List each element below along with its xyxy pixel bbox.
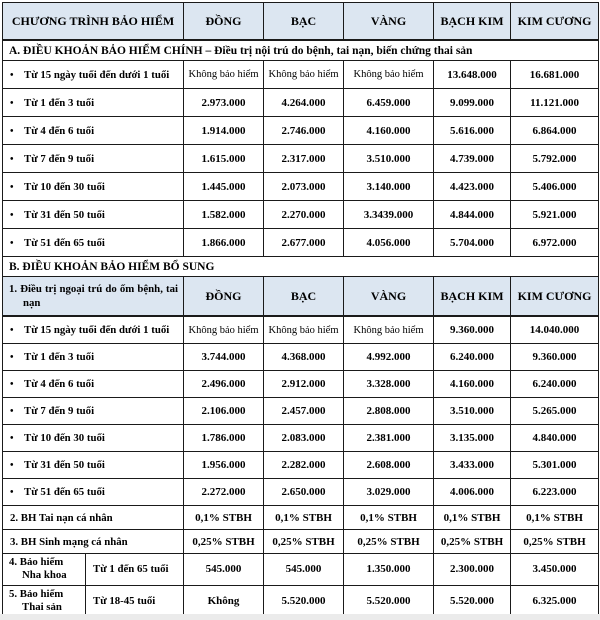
premium-cell-bachkim: 4.006.000 <box>434 479 511 506</box>
age-premium-row <box>3 61 599 89</box>
premium-cell-bac: Không bảo hiểm <box>264 61 344 89</box>
benefit-premium-row <box>3 506 599 530</box>
bullet-icon: • <box>10 460 14 471</box>
premium-cell-bachkim: 4.844.000 <box>434 201 511 229</box>
premium-cell-bachkim: 0,1% STBH <box>434 506 511 530</box>
age-range-label: Từ 4 đến 6 tuổi <box>24 124 95 137</box>
section-title: A. ĐIỀU KHOẢN BẢO HIỂM CHÍNH – Điều trị nội trú do bệnh, tai nạn, biến chứng thai sản <box>3 40 599 61</box>
column-header-plan-kimcuong: KIM CƯƠNG <box>511 3 599 41</box>
premium-cell-dong: 2.272.000 <box>184 479 264 506</box>
premium-cell-kimcuong: 0,25% STBH <box>511 530 599 554</box>
age-range-label: Từ 31 đến 50 tuổi <box>24 208 105 221</box>
premium-cell-bac: 5.520.000 <box>264 585 344 617</box>
premium-cell-kimcuong: 5.406.000 <box>511 173 599 201</box>
premium-cell-bachkim: 6.240.000 <box>434 344 511 371</box>
age-range-label: Từ 1 đến 3 tuổi <box>24 351 95 363</box>
premium-cell-kimcuong: 6.864.000 <box>511 117 599 145</box>
premium-cell-bac: 2.282.000 <box>264 452 344 479</box>
premium-cell-vang: 2.381.000 <box>344 425 434 452</box>
age-range-label: Từ 7 đến 9 tuổi <box>24 405 95 417</box>
age-premium-row <box>3 479 599 506</box>
premium-cell-kimcuong: 11.121.000 <box>511 89 599 117</box>
age-premium-row <box>3 117 599 145</box>
subheader-plan-vang: VÀNG <box>344 277 434 317</box>
premium-cell-dong: 1.956.000 <box>184 452 264 479</box>
benefit-premium-split-row <box>3 585 599 617</box>
premium-cell-dong: 2.106.000 <box>184 398 264 425</box>
premium-cell-vang: 6.459.000 <box>344 89 434 117</box>
bullet-icon: • <box>10 487 14 498</box>
age-range-label: Từ 15 ngày tuổi đến dưới 1 tuổi <box>24 68 170 81</box>
premium-cell-bachkim: 9.360.000 <box>434 316 511 344</box>
bullet-icon: • <box>10 69 14 81</box>
premium-cell-vang: 1.350.000 <box>344 554 434 586</box>
insurance-pricing-table <box>2 2 599 618</box>
premium-cell-dong: Không <box>184 585 264 617</box>
age-range-label: Từ 4 đến 6 tuổi <box>24 378 95 390</box>
age-range-cell <box>3 398 184 425</box>
premium-cell-bac: 2.650.000 <box>264 479 344 506</box>
age-premium-row <box>3 201 599 229</box>
age-premium-row <box>3 173 599 201</box>
age-premium-row <box>3 452 599 479</box>
premium-cell-bac: 4.368.000 <box>264 344 344 371</box>
premium-cell-kimcuong: 6.325.000 <box>511 585 599 617</box>
age-range-label: Từ 51 đến 65 tuổi <box>24 486 105 498</box>
premium-cell-dong: 2.496.000 <box>184 371 264 398</box>
premium-cell-bachkim: 9.099.000 <box>434 89 511 117</box>
age-premium-row <box>3 425 599 452</box>
premium-cell-vang: 3.029.000 <box>344 479 434 506</box>
premium-cell-vang: 5.520.000 <box>344 585 434 617</box>
premium-cell-vang: 0,25% STBH <box>344 530 434 554</box>
age-premium-row <box>3 229 599 257</box>
benefit-label: 2. BH Tai nạn cá nhân <box>3 506 184 530</box>
age-premium-row <box>3 371 599 398</box>
benefit-label: 4. Bảo hiểm Nha khoa <box>3 554 86 586</box>
column-header-plan-vang: VÀNG <box>344 3 434 41</box>
age-range-label: Từ 10 đến 30 tuổi <box>24 180 105 193</box>
bullet-icon: • <box>10 153 14 165</box>
age-premium-row <box>3 344 599 371</box>
premium-cell-dong: 1.615.000 <box>184 145 264 173</box>
premium-cell-vang: 3.328.000 <box>344 371 434 398</box>
bullet-icon: • <box>10 209 14 221</box>
age-range-label: Từ 1 đến 3 tuổi <box>24 96 95 109</box>
premium-cell-bac: 2.457.000 <box>264 398 344 425</box>
premium-cell-bachkim: 3.433.000 <box>434 452 511 479</box>
bullet-icon: • <box>10 97 14 109</box>
premium-cell-vang: 4.160.000 <box>344 117 434 145</box>
age-range-cell <box>3 229 184 257</box>
benefit-premium-split-row <box>3 554 599 586</box>
bullet-icon: • <box>10 125 14 137</box>
age-range-label: Từ 15 ngày tuổi đến dưới 1 tuổi <box>24 324 170 336</box>
subheader-plan-bac: BẠC <box>264 277 344 317</box>
bullet-icon: • <box>10 237 14 249</box>
premium-cell-bac: 0,1% STBH <box>264 506 344 530</box>
premium-cell-vang: 2.608.000 <box>344 452 434 479</box>
premium-cell-dong: Không bảo hiểm <box>184 61 264 89</box>
premium-cell-kimcuong: 4.840.000 <box>511 425 599 452</box>
premium-cell-vang: 3.3439.000 <box>344 201 434 229</box>
premium-cell-vang: Không bảo hiểm <box>344 61 434 89</box>
bullet-icon: • <box>10 181 14 193</box>
age-range-label: Từ 7 đến 9 tuổi <box>24 152 95 165</box>
premium-cell-kimcuong: 6.240.000 <box>511 371 599 398</box>
premium-cell-bac: 2.677.000 <box>264 229 344 257</box>
premium-cell-kimcuong: 16.681.000 <box>511 61 599 89</box>
benefit-subheader-row <box>3 277 599 317</box>
premium-cell-kimcuong: 6.223.000 <box>511 479 599 506</box>
premium-cell-bachkim: 5.704.000 <box>434 229 511 257</box>
premium-cell-vang: Không bảo hiểm <box>344 316 434 344</box>
bullet-icon: • <box>10 379 14 390</box>
column-header-plan-bac: BẠC <box>264 3 344 41</box>
age-range-cell <box>3 145 184 173</box>
premium-cell-bac: 2.746.000 <box>264 117 344 145</box>
age-premium-row <box>3 316 599 344</box>
age-range-cell <box>3 316 184 344</box>
premium-cell-dong: 1.914.000 <box>184 117 264 145</box>
premium-cell-kimcuong: 3.450.000 <box>511 554 599 586</box>
premium-cell-vang: 4.992.000 <box>344 344 434 371</box>
premium-cell-dong: 3.744.000 <box>184 344 264 371</box>
page-bottom-strip <box>0 614 600 620</box>
premium-cell-bac: 2.270.000 <box>264 201 344 229</box>
age-premium-row <box>3 89 599 117</box>
benefit-premium-row <box>3 530 599 554</box>
age-range-cell <box>3 479 184 506</box>
bullet-icon: • <box>10 433 14 444</box>
subheader-plan-bachkim: BẠCH KIM <box>434 277 511 317</box>
table-header-row <box>3 3 599 41</box>
premium-cell-kimcuong: 9.360.000 <box>511 344 599 371</box>
premium-cell-dong: 545.000 <box>184 554 264 586</box>
subheader-plan-dong: ĐỒNG <box>184 277 264 317</box>
age-range-cell <box>3 425 184 452</box>
premium-cell-vang: 3.140.000 <box>344 173 434 201</box>
age-range-cell <box>3 61 184 89</box>
bullet-icon: • <box>10 406 14 417</box>
section-title-row <box>3 40 599 61</box>
age-premium-row <box>3 145 599 173</box>
premium-cell-dong: 1.866.000 <box>184 229 264 257</box>
bullet-icon: • <box>10 325 14 336</box>
bullet-icon: • <box>10 352 14 363</box>
premium-cell-kimcuong: 14.040.000 <box>511 316 599 344</box>
premium-cell-bachkim: 4.160.000 <box>434 371 511 398</box>
age-range-cell <box>3 89 184 117</box>
premium-cell-bac: 2.073.000 <box>264 173 344 201</box>
premium-cell-kimcuong: 5.265.000 <box>511 398 599 425</box>
premium-cell-bachkim: 4.423.000 <box>434 173 511 201</box>
premium-cell-bachkim: 4.739.000 <box>434 145 511 173</box>
premium-cell-bachkim: 3.135.000 <box>434 425 511 452</box>
premium-cell-dong: 1.445.000 <box>184 173 264 201</box>
premium-cell-kimcuong: 6.972.000 <box>511 229 599 257</box>
age-range-label: Từ 10 đến 30 tuổi <box>24 432 105 444</box>
age-range-cell <box>3 344 184 371</box>
premium-cell-vang: 3.510.000 <box>344 145 434 173</box>
benefit-subheader-label: 1. Điều trị ngoại trú do ốm bệnh, tai nạn <box>3 277 184 317</box>
premium-cell-dong: Không bảo hiểm <box>184 316 264 344</box>
premium-cell-bachkim: 5.520.000 <box>434 585 511 617</box>
section-title-row <box>3 257 599 277</box>
premium-cell-bachkim: 13.648.000 <box>434 61 511 89</box>
premium-cell-bachkim: 3.510.000 <box>434 398 511 425</box>
age-range-cell <box>3 452 184 479</box>
premium-cell-bac: 0,25% STBH <box>264 530 344 554</box>
premium-cell-vang: 0,1% STBH <box>344 506 434 530</box>
age-range-cell <box>3 371 184 398</box>
age-range-cell <box>3 117 184 145</box>
subheader-plan-kimcuong: KIM CƯƠNG <box>511 277 599 317</box>
premium-cell-bachkim: 5.616.000 <box>434 117 511 145</box>
premium-cell-dong: 1.582.000 <box>184 201 264 229</box>
column-header-program: CHƯƠNG TRÌNH BẢO HIỂM <box>3 3 184 41</box>
premium-cell-bac: 2.912.000 <box>264 371 344 398</box>
benefit-label: 5. Bảo hiểm Thai sản <box>3 585 86 617</box>
premium-cell-bac: 2.083.000 <box>264 425 344 452</box>
benefit-label: 3. BH Sinh mạng cá nhân <box>3 530 184 554</box>
premium-cell-bac: 2.317.000 <box>264 145 344 173</box>
column-header-plan-bachkim: BẠCH KIM <box>434 3 511 41</box>
premium-cell-vang: 4.056.000 <box>344 229 434 257</box>
premium-cell-bachkim: 0,25% STBH <box>434 530 511 554</box>
premium-cell-kimcuong: 5.792.000 <box>511 145 599 173</box>
premium-cell-dong: 2.973.000 <box>184 89 264 117</box>
premium-cell-dong: 1.786.000 <box>184 425 264 452</box>
age-range-cell <box>3 173 184 201</box>
premium-cell-bac: Không bảo hiểm <box>264 316 344 344</box>
column-header-plan-dong: ĐỒNG <box>184 3 264 41</box>
age-premium-row <box>3 398 599 425</box>
age-range-cell <box>3 201 184 229</box>
age-range-label: Từ 51 đến 65 tuổi <box>24 236 105 249</box>
section-title: B. ĐIỀU KHOẢN BẢO HIỂM BỔ SUNG <box>3 257 599 277</box>
premium-cell-bac: 545.000 <box>264 554 344 586</box>
premium-cell-dong: 0,25% STBH <box>184 530 264 554</box>
benefit-age-range: Từ 1 đến 65 tuổi <box>86 554 184 586</box>
premium-cell-bac: 4.264.000 <box>264 89 344 117</box>
premium-cell-kimcuong: 5.301.000 <box>511 452 599 479</box>
premium-cell-kimcuong: 5.921.000 <box>511 201 599 229</box>
premium-cell-kimcuong: 0,1% STBH <box>511 506 599 530</box>
premium-cell-dong: 0,1% STBH <box>184 506 264 530</box>
premium-cell-bachkim: 2.300.000 <box>434 554 511 586</box>
benefit-age-range: Từ 18-45 tuổi <box>86 585 184 617</box>
age-range-label: Từ 31 đến 50 tuổi <box>24 459 105 471</box>
premium-cell-vang: 2.808.000 <box>344 398 434 425</box>
